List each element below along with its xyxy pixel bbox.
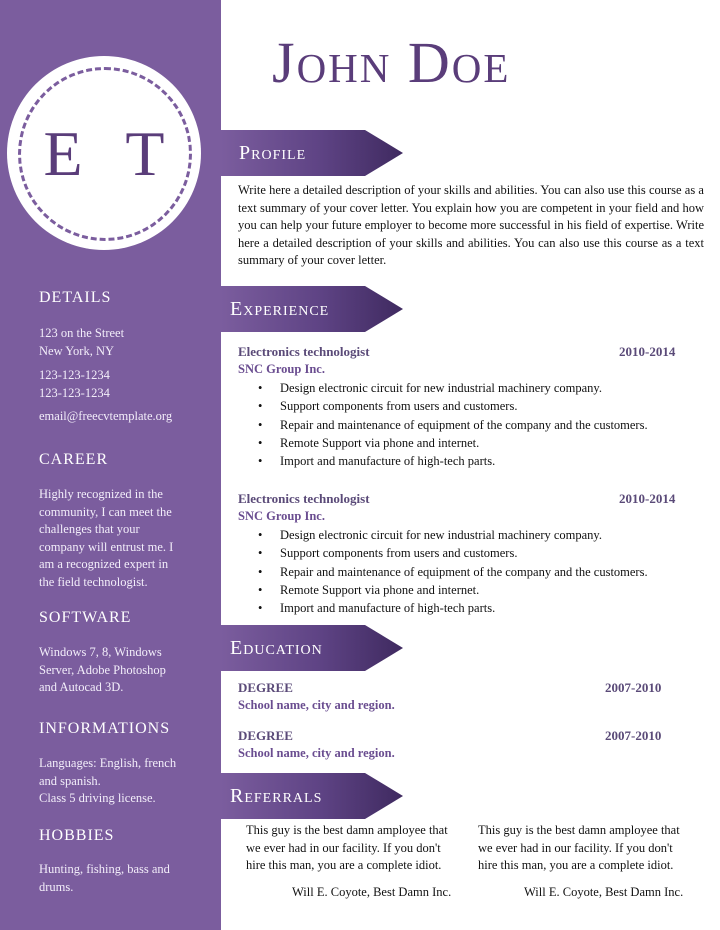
profile-banner: [221, 130, 403, 176]
details-email: [39, 408, 172, 426]
list-item: • Remote Support via phone and internet.: [258, 581, 648, 599]
referral-author: Will E. Coyote, Best Damn Inc.: [524, 885, 684, 899]
list-item: • Design electronic circuit for new industrial machinery company.: [258, 379, 648, 397]
career-heading: CAREER: [39, 451, 109, 468]
job-duties-list: [258, 379, 648, 470]
profile-description: Write here a detailed description of your skills and abilities. You can also use this course as a text summary of your cover letter. You explain how you are competent in your field and how you can help your future employer to become more successful in his field of expertise. Write here a detailed description of your skills and abilities. You can also use this course as a text summary of your cover letter.: [238, 183, 704, 268]
quote-line: hire this man, you are a complete idiot.: [478, 858, 674, 872]
career-line: am a recognized expert in: [39, 557, 169, 571]
degree-years: 2007-2010: [605, 728, 662, 743]
details-address: [39, 325, 124, 360]
hobbies-line: drums.: [39, 879, 74, 894]
job-duties-list: [258, 526, 648, 617]
degree-title: DEGREE: [238, 680, 293, 695]
quote-line: This guy is the best damn amployee that: [478, 823, 680, 837]
list-item: • Support components from users and customers.: [258, 397, 648, 415]
list-item: • Design electronic circuit for new industrial machinery company.: [258, 526, 648, 544]
job-title: Electronics technologist: [238, 344, 370, 359]
degree-title: DEGREE: [238, 728, 293, 743]
career-line: the field technologist.: [39, 574, 148, 589]
informations-line: Class 5 driving license.: [39, 791, 156, 805]
career-text: [39, 486, 173, 591]
school-name: School name, city and region.: [238, 746, 395, 760]
job-company: SNC Group Inc.: [238, 509, 325, 523]
address-line: New York, NY: [39, 343, 115, 358]
referral-quote: [246, 822, 468, 875]
list-item: • Import and manufacture of high-tech parts.: [258, 599, 648, 617]
informations-line: Languages: English, french: [39, 756, 177, 770]
software-text: [39, 644, 166, 697]
address-line: 123 on the Street: [39, 326, 125, 340]
monogram-badge: [7, 56, 201, 250]
list-item: • Support components from users and customers.: [258, 544, 648, 562]
job-company: SNC Group Inc.: [238, 362, 325, 376]
hobbies-heading: HOBBIES: [39, 827, 115, 844]
career-line: Highly recognized in the: [39, 487, 163, 501]
job-years: 2010-2014: [619, 491, 676, 506]
informations-line: and spanish.: [39, 773, 101, 788]
education-heading: Education: [230, 637, 323, 659]
software-heading: SOFTWARE: [39, 609, 132, 626]
phone-number: 123-123-1234: [39, 368, 110, 382]
quote-line: we ever had in our facility. If you don't: [246, 840, 441, 855]
details-heading: DETAILS: [39, 289, 112, 306]
software-line: Server, Adobe Photoshop: [39, 662, 166, 677]
career-line: community, I can meet the: [39, 504, 172, 519]
informations-text: [39, 755, 176, 808]
resume-name: John Doe: [272, 30, 511, 95]
school-name: School name, city and region.: [238, 698, 395, 712]
career-line: challenges that your: [39, 522, 140, 536]
career-line: company will entrust me. I: [39, 539, 174, 554]
list-item: • Remote Support via phone and internet.: [258, 434, 648, 452]
referrals-banner: [221, 773, 403, 819]
hobbies-text: [39, 861, 170, 896]
details-phones: [39, 367, 110, 402]
profile-heading: Profile: [239, 142, 307, 164]
list-item: • Repair and maintenance of equipment of the company and the customers.: [258, 563, 648, 581]
degree-years: 2007-2010: [605, 680, 662, 695]
quote-line: we ever had in our facility. If you don't: [478, 840, 673, 855]
monogram-initials: E T: [43, 118, 179, 189]
software-line: and Autocad 3D.: [39, 680, 124, 694]
sidebar: [0, 0, 221, 930]
education-banner: [221, 625, 403, 671]
job-years: 2010-2014: [619, 344, 676, 359]
phone-number: 123-123-1234: [39, 385, 110, 400]
hobbies-line: Hunting, fishing, bass and: [39, 862, 170, 876]
experience-banner: [221, 286, 403, 332]
referral-quote: [478, 822, 700, 875]
experience-heading: Experience: [230, 298, 330, 320]
referral-author: Will E. Coyote, Best Damn Inc.: [292, 885, 452, 899]
list-item: • Repair and maintenance of equipment of the company and the customers.: [258, 416, 648, 434]
informations-heading: INFORMATIONS: [39, 720, 171, 737]
quote-line: hire this man, you are a complete idiot.: [246, 858, 442, 872]
list-item: • Import and manufacture of high-tech parts.: [258, 452, 648, 470]
software-line: Windows 7, 8, Windows: [39, 645, 162, 659]
job-title: Electronics technologist: [238, 491, 370, 506]
referrals-heading: Referrals: [230, 785, 323, 807]
quote-line: This guy is the best damn amployee that: [246, 823, 448, 837]
email-address: email@freecvtemplate.org: [39, 409, 173, 423]
